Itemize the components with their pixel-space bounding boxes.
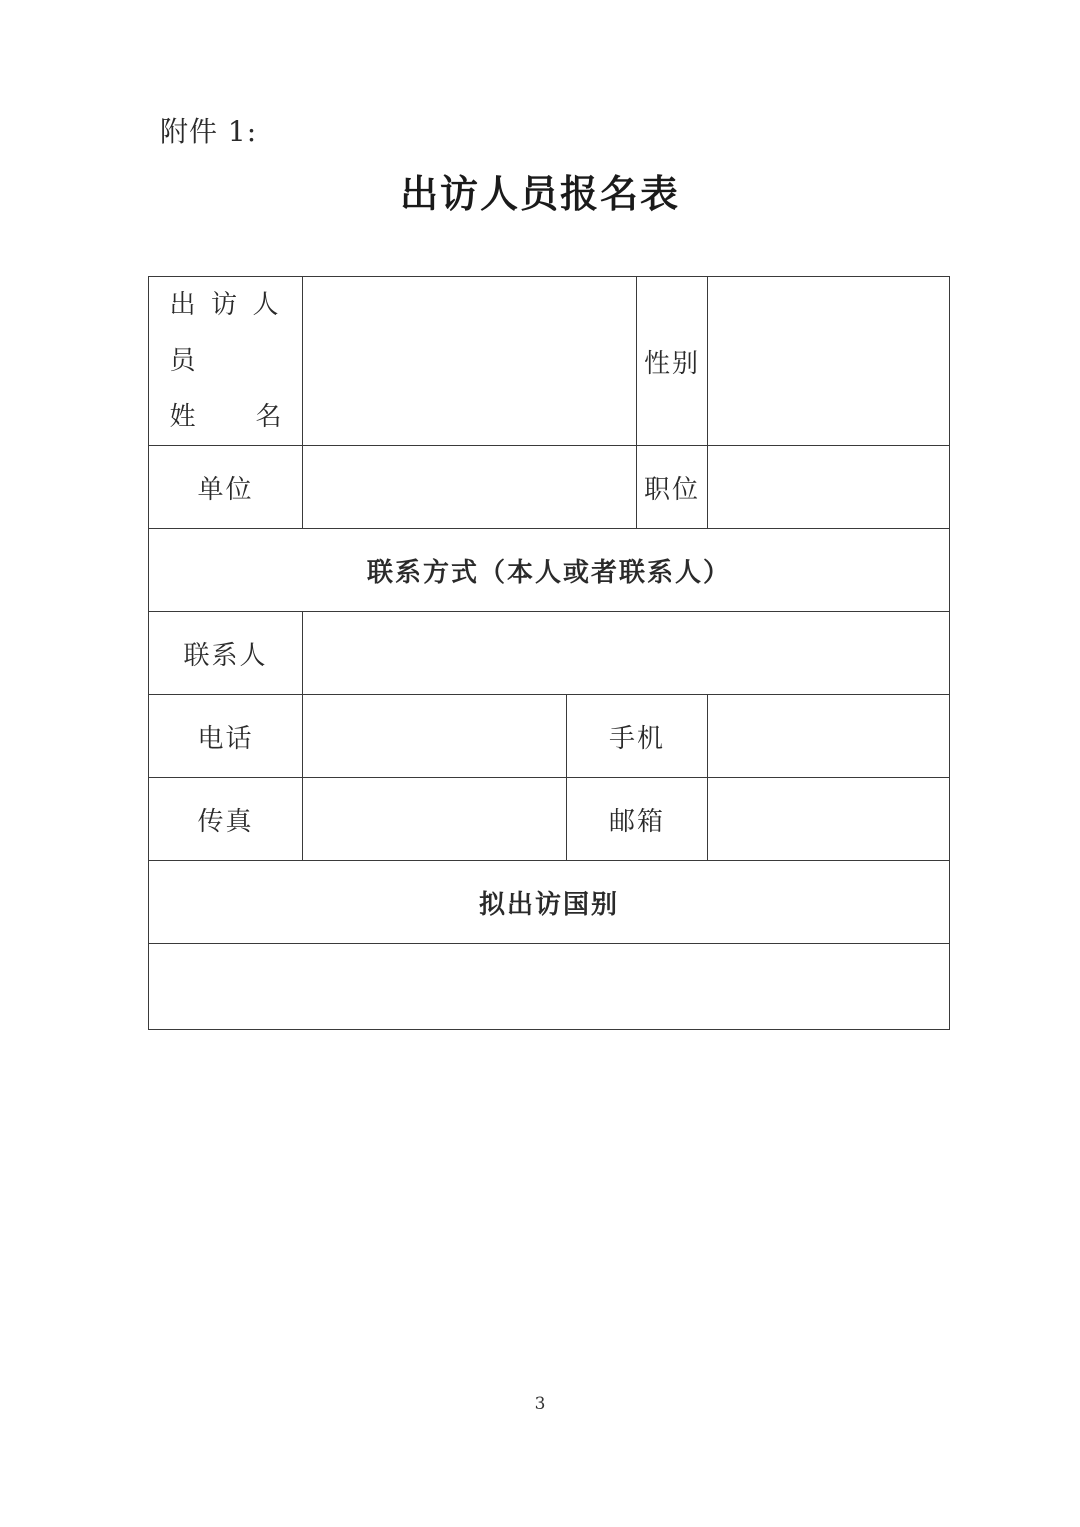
email-label bbox=[567, 778, 708, 861]
phone-field[interactable] bbox=[303, 695, 567, 778]
form-row-contact-header bbox=[149, 529, 950, 612]
name-label-line1: 出访人员 bbox=[169, 290, 282, 376]
destination-section-header: 拟出访国别 bbox=[149, 861, 950, 944]
registration-form-table bbox=[148, 276, 950, 1030]
gender-label-text: 性别 bbox=[643, 348, 700, 379]
contact-person-label-text: 联系人 bbox=[183, 640, 268, 671]
position-label-text: 职位 bbox=[643, 474, 700, 505]
unit-field[interactable] bbox=[303, 446, 637, 529]
destination-field[interactable] bbox=[149, 944, 950, 1030]
name-label-surname-char: 姓 bbox=[169, 402, 196, 432]
form-row-name bbox=[149, 277, 950, 446]
form-row-phone bbox=[149, 695, 950, 778]
name-label-line2 bbox=[170, 389, 282, 445]
form-row-destination-header bbox=[149, 861, 950, 944]
form-row-contact-person bbox=[149, 612, 950, 695]
contact-person-label bbox=[149, 612, 303, 695]
name-label bbox=[170, 277, 282, 445]
unit-label bbox=[149, 446, 303, 529]
position-field[interactable] bbox=[708, 446, 950, 529]
mobile-field[interactable] bbox=[708, 695, 950, 778]
fax-field[interactable] bbox=[303, 778, 567, 861]
page-number: 3 bbox=[534, 1394, 546, 1414]
fax-label bbox=[149, 778, 303, 861]
phone-label-text: 电话 bbox=[197, 723, 254, 754]
name-label-given-char: 名 bbox=[255, 402, 282, 432]
mobile-label bbox=[567, 695, 708, 778]
name-field[interactable] bbox=[303, 277, 637, 446]
form-row-fax bbox=[149, 778, 950, 861]
mobile-label-text: 手机 bbox=[608, 723, 665, 754]
gender-label bbox=[637, 277, 708, 446]
email-label-text: 邮箱 bbox=[608, 806, 665, 837]
unit-label-text: 单位 bbox=[197, 474, 254, 505]
contact-section-header: 联系方式（本人或者联系人） bbox=[149, 529, 950, 612]
form-title: 出访人员报名表 bbox=[399, 172, 680, 216]
attachment-label: 附件 1: bbox=[160, 115, 258, 148]
position-label bbox=[637, 446, 708, 529]
contact-person-field[interactable] bbox=[303, 612, 950, 695]
name-label-cell bbox=[149, 277, 303, 446]
form-row-unit bbox=[149, 446, 950, 529]
phone-label bbox=[149, 695, 303, 778]
gender-field[interactable] bbox=[708, 277, 950, 446]
email-field[interactable] bbox=[708, 778, 950, 861]
fax-label-text: 传真 bbox=[197, 806, 254, 837]
form-row-destination-value bbox=[149, 944, 950, 1030]
